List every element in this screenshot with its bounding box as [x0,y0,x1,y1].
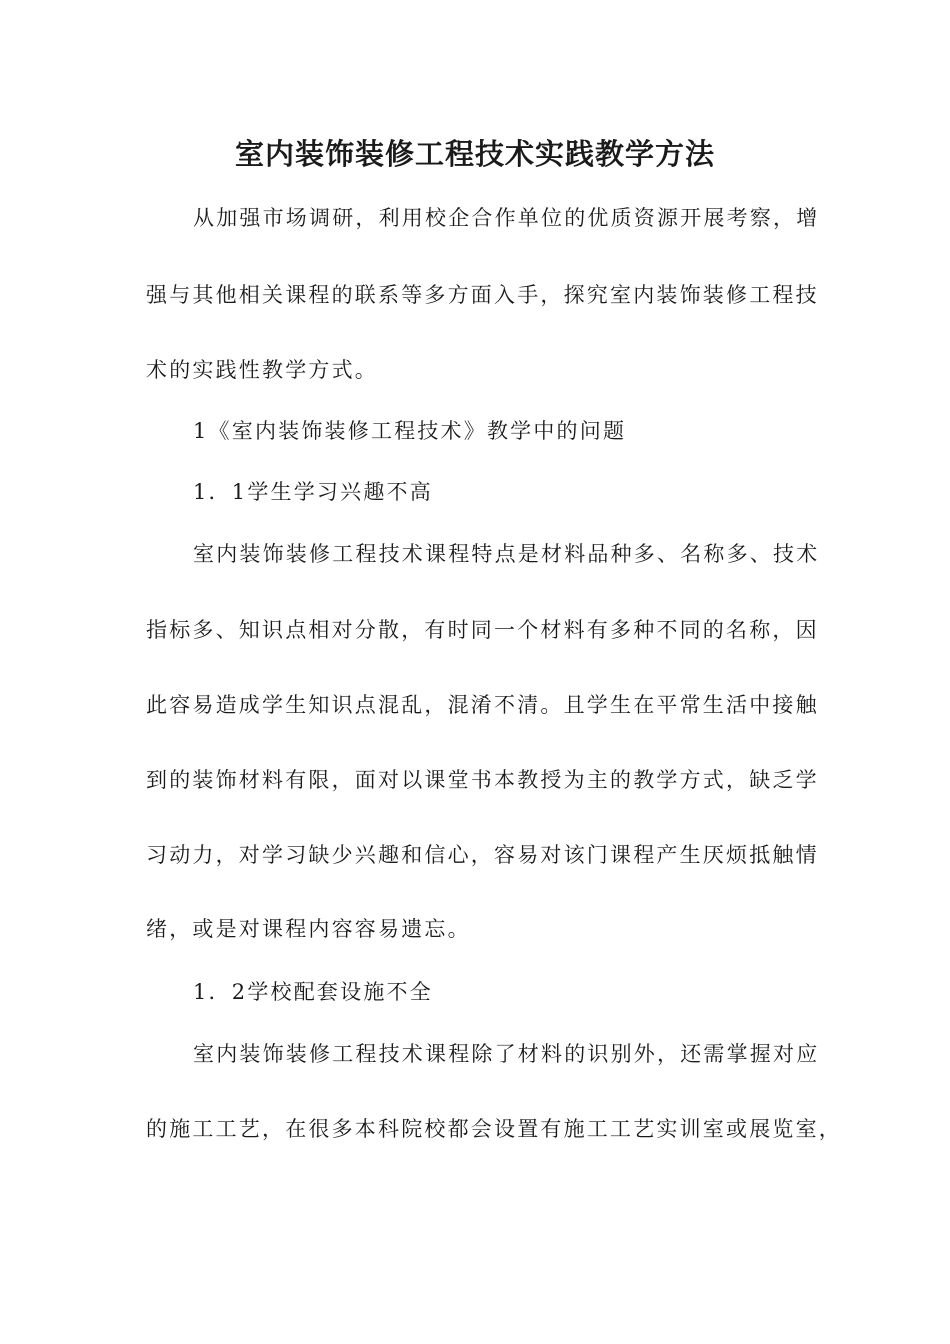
subsection-heading: 1．1学生学习兴趣不高 [193,480,433,504]
paragraph-line: 此容易造成学生知识点混乱，混淆不清。且学生在平常生活中接触 [146,693,819,717]
paragraph-line: 绪，或是对课程内容容易遗忘。 [146,917,471,941]
document-title: 室内装饰装修工程技术实践教学方法 [234,137,715,171]
section-heading: 1《室内装饰装修工程技术》教学中的问题 [193,419,627,443]
paragraph-line: 室内装饰装修工程技术课程除了材料的识别外，还需掌握对应 [193,1042,820,1066]
paragraph-line: 室内装饰装修工程技术课程特点是材料品种多、名称多、技术 [193,542,820,566]
paragraph-line: 指标多、知识点相对分散，有时同一个材料有多种不同的名称，因 [146,618,819,642]
paragraph-line: 强与其他相关课程的联系等多方面入手，探究室内装饰装修工程技 [146,283,819,307]
subsection-heading: 1．2学校配套设施不全 [193,980,433,1004]
paragraph-line: 的施工工艺，在很多本科院校都会设置有施工工艺实训室或展览室， [146,1117,842,1141]
paragraph-line: 术的实践性教学方式。 [146,358,378,382]
paragraph-line: 从加强市场调研，利用校企合作单位的优质资源开展考察，增 [193,206,820,230]
paragraph-line: 到的装饰材料有限，面对以课堂书本教授为主的教学方式，缺乏学 [146,768,819,792]
paragraph-line: 习动力，对学习缺少兴趣和信心，容易对该门课程产生厌烦抵触情 [146,843,819,867]
